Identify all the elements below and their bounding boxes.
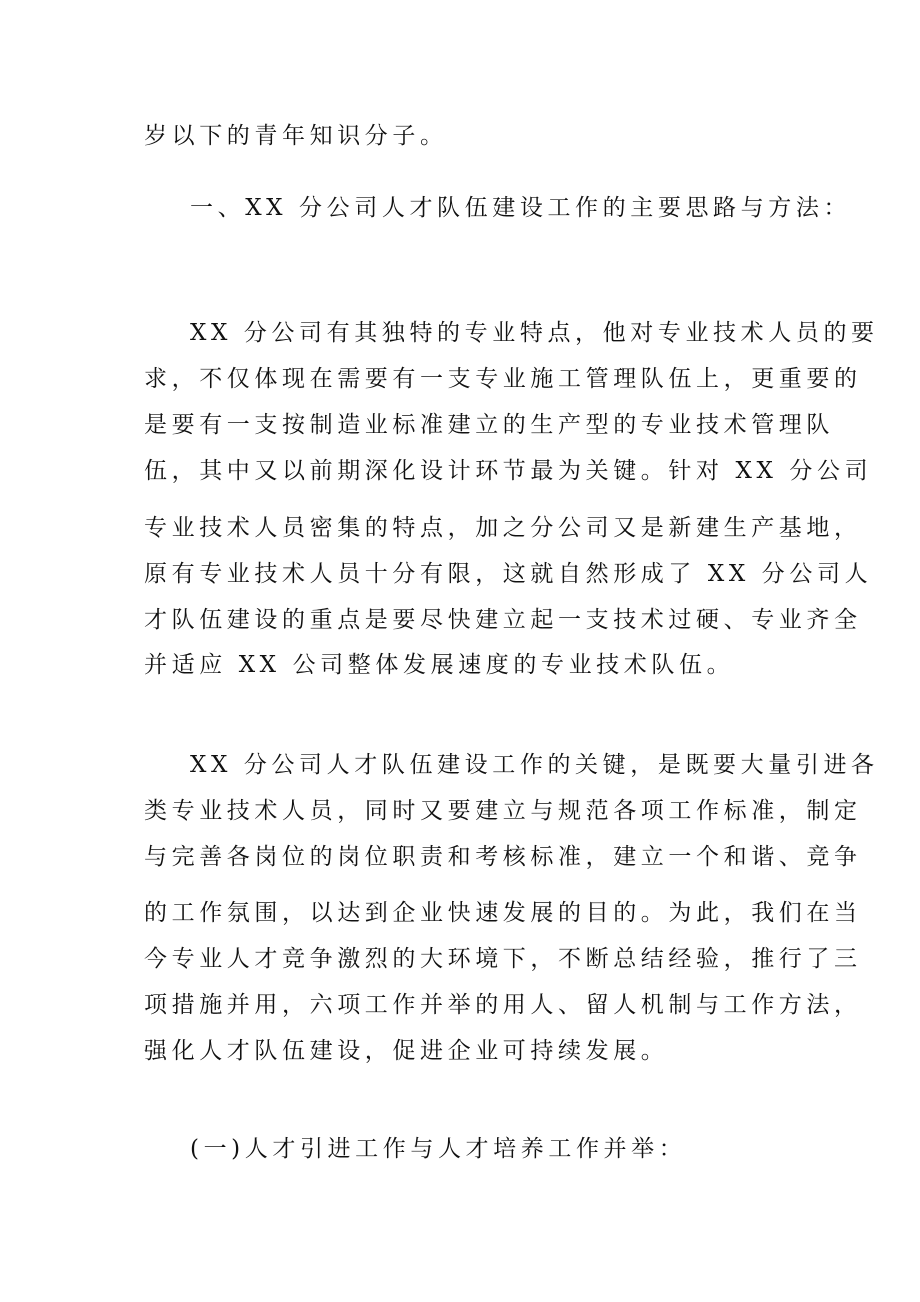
paragraph-1-line-5: 专业技术人员密集的特点，加之分公司又是新建生产基地， — [144, 515, 862, 541]
subsection-heading: (一)人才引进工作与人才培养工作并举： — [190, 1136, 687, 1162]
paragraph-1-line-7: 才队伍建设的重点是要尽快建立起一支技术过硬、专业齐全 — [144, 607, 862, 633]
paragraph-2-line-3: 与完善各岗位的岗位职责和考核标准，建立一个和谐、竞争 — [144, 844, 862, 870]
section-heading: 一、XX 分公司人才队伍建设工作的主要思路与方法： — [190, 195, 852, 221]
paragraph-2-line-1: XX 分公司人才队伍建设工作的关键，是既要大量引进各 — [190, 752, 879, 778]
paragraph-1-line-4: 伍，其中又以前期深化设计环节最为关键。针对 XX 分公司 — [144, 458, 873, 484]
paragraph-continuation-line: 岁以下的青年知识分子。 — [144, 123, 448, 149]
paragraph-1-line-6: 原有专业技术人员十分有限，这就自然形成了 XX 分公司人 — [144, 561, 873, 587]
paragraph-2-line-2: 类专业技术人员，同时又要建立与规范各项工作标准，制定 — [144, 798, 862, 824]
paragraph-2-line-4: 的工作氛围，以达到企业快速发展的目的。为此，我们在当 — [144, 900, 862, 926]
paragraph-2-line-5: 今专业人才竞争激烈的大环境下，不断总结经验，推行了三 — [144, 946, 862, 972]
paragraph-1-line-2: 求，不仅体现在需要有一支专业施工管理队伍上，更重要的 — [144, 366, 862, 392]
paragraph-2-line-6: 项措施并用，六项工作并举的用人、留人机制与工作方法， — [144, 992, 862, 1018]
paragraph-1-line-3: 是要有一支按制造业标准建立的生产型的专业技术管理队 — [144, 412, 834, 438]
paragraph-2-line-7: 强化人才队伍建设，促进企业可持续发展。 — [144, 1038, 669, 1064]
paragraph-1-line-1: XX 分公司有其独特的专业特点，他对专业技术人员的要 — [190, 320, 879, 346]
paragraph-1-line-8: 并适应 XX 公司整体发展速度的专业技术队伍。 — [144, 652, 735, 678]
